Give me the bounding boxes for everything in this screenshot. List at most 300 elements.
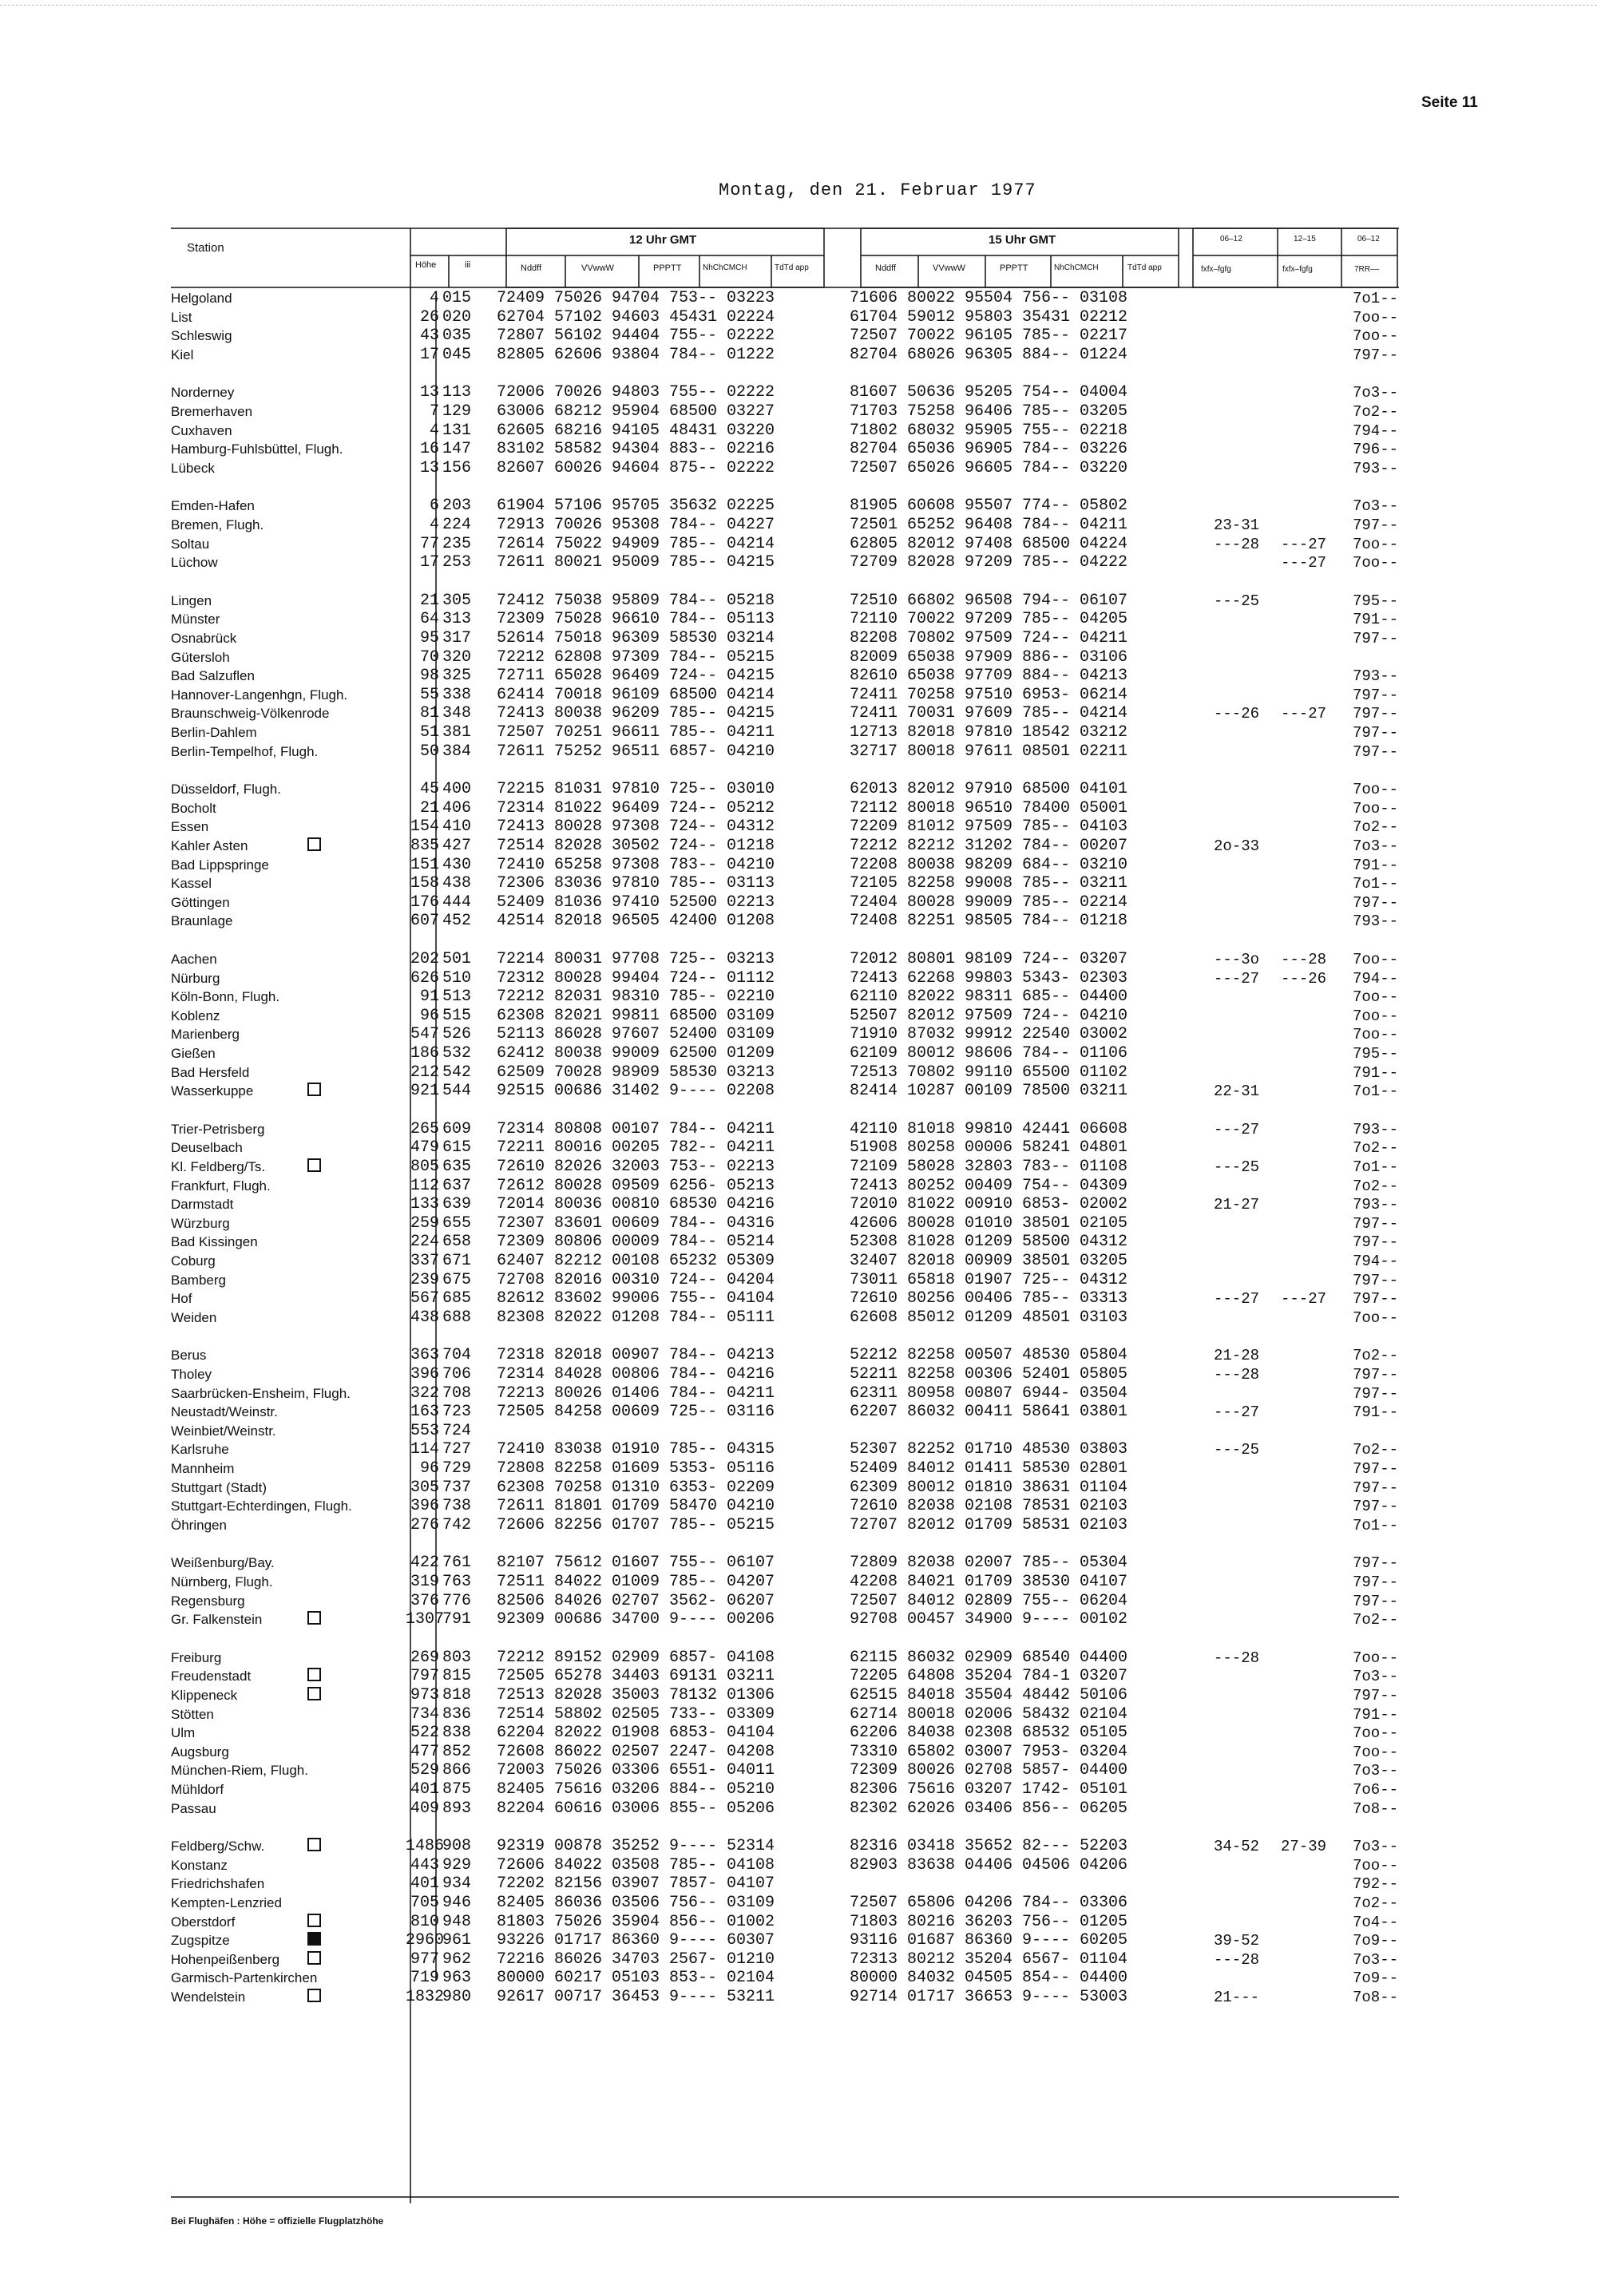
obs-15utc: 72501 65252 96408 784-- 04211 xyxy=(850,516,1128,534)
station-height: 96 xyxy=(419,1459,439,1478)
gust-12-15: ---27 xyxy=(1281,705,1327,723)
station-name: Regensburg xyxy=(171,1593,245,1609)
precip-06-12: 797-- xyxy=(1353,517,1399,534)
station-name: Kempten-Lenzried xyxy=(171,1895,282,1910)
station-id: 542 xyxy=(442,1063,472,1082)
obs-15utc: 72411 70031 97609 785-- 04214 xyxy=(850,704,1128,723)
obs-15utc: 51908 80258 00006 58241 04801 xyxy=(850,1138,1128,1158)
station-id: 639 xyxy=(442,1195,472,1214)
station-name: Freudenstadt xyxy=(171,1669,252,1684)
precip-06-12: 793-- xyxy=(1353,459,1399,477)
precip-06-12: 791-- xyxy=(1353,856,1399,874)
station-id: 381 xyxy=(442,723,472,742)
station-height: 396 xyxy=(410,1497,439,1516)
table-row xyxy=(0,1667,1597,1686)
table-row xyxy=(0,1214,1597,1233)
station-id: 738 xyxy=(442,1497,472,1516)
precip-06-12: 795-- xyxy=(1353,592,1399,610)
obs-15utc: 52409 84012 01411 58530 02801 xyxy=(850,1459,1128,1478)
obs-12utc: 63006 68212 95904 68500 03227 xyxy=(497,402,775,421)
station-height: 376 xyxy=(410,1591,439,1610)
station-name: Klippeneck xyxy=(171,1688,238,1703)
table-row xyxy=(0,1516,1597,1535)
obs-12utc: 62308 82021 99811 68500 03109 xyxy=(497,1006,775,1025)
obs-15utc: 82903 83638 04406 04506 04206 xyxy=(850,1855,1128,1874)
table-row xyxy=(0,912,1597,931)
table-row xyxy=(0,289,1597,308)
obs-15utc: 93116 01687 86360 9---- 60205 xyxy=(850,1931,1128,1950)
table-row xyxy=(0,1459,1597,1479)
page-date: Montag, den 21. Februar 1977 xyxy=(719,180,1036,200)
col15-nhch: NhChCMCH xyxy=(1054,263,1099,272)
obs-12utc: 72606 82256 01707 785-- 05215 xyxy=(497,1515,775,1534)
precip-06-12: 7o3-- xyxy=(1353,1668,1399,1686)
obs-15utc: 72110 70022 97209 785-- 04205 xyxy=(850,610,1128,629)
col15-ppptt: PPPTT xyxy=(1000,263,1028,273)
station-name: Konstanz xyxy=(171,1857,228,1873)
station-id: 113 xyxy=(442,383,472,402)
station-name: Cuxhaven xyxy=(171,422,232,438)
precip-06-12: 7o3-- xyxy=(1353,837,1399,855)
station-height: 16 xyxy=(419,440,439,459)
precip-06-12: 7o1-- xyxy=(1353,290,1399,307)
station-name: Berlin-Dahlem xyxy=(171,725,257,740)
obs-12utc: 72202 82156 03907 7857- 04107 xyxy=(497,1874,775,1894)
station-name: Mühldorf xyxy=(171,1782,224,1797)
station-name: Friedrichshafen xyxy=(171,1876,265,1892)
mountain-station-square-icon xyxy=(307,1158,321,1177)
station-name: Koblenz xyxy=(171,1007,220,1023)
gust-06-12: ---27 xyxy=(1214,1290,1260,1308)
station-name: Aachen xyxy=(171,952,217,967)
precip-06-12: 797-- xyxy=(1353,1687,1399,1704)
obs-12utc: 72307 83601 00609 784-- 04316 xyxy=(497,1213,775,1233)
precip-06-12: 797-- xyxy=(1353,1366,1399,1384)
station-name: Hohenpeißenberg xyxy=(171,1951,280,1967)
station-name: München-Riem, Flugh. xyxy=(171,1763,308,1779)
station-height: 529 xyxy=(410,1761,439,1780)
station-name: Gütersloh xyxy=(171,649,230,665)
precip-06-12: 791-- xyxy=(1353,1705,1399,1724)
obs-15utc: 72707 82012 01709 58531 02103 xyxy=(850,1515,1128,1534)
station-height: 4 xyxy=(429,421,439,440)
obs-12utc: 72606 84022 03508 785-- 04108 xyxy=(497,1855,775,1874)
station-id: 838 xyxy=(442,1724,472,1743)
obs-12utc: 72608 86022 02507 2247- 04208 xyxy=(497,1742,775,1761)
station-name: Neustadt/Weinstr. xyxy=(171,1404,278,1420)
station-id: 929 xyxy=(442,1855,472,1874)
station-id: 452 xyxy=(442,912,472,931)
obs-15utc: 62115 86032 02909 68540 04400 xyxy=(850,1648,1128,1667)
station-height: 26 xyxy=(419,307,439,327)
table-row xyxy=(0,1138,1597,1158)
station-name: Bad Kissingen xyxy=(171,1234,258,1250)
station-height: 409 xyxy=(410,1799,439,1818)
gust-06-12: 21-28 xyxy=(1214,1347,1260,1365)
table-row xyxy=(0,1440,1597,1459)
col15-nddff: Nddff xyxy=(875,263,897,273)
station-id: 658 xyxy=(442,1233,472,1252)
obs-12utc: 61904 57106 95705 35632 02225 xyxy=(497,497,775,516)
station-name: Emden-Hafen xyxy=(171,498,255,514)
table-row xyxy=(0,383,1597,402)
obs-12utc: 72514 58802 02505 733-- 03309 xyxy=(497,1704,775,1724)
station-name: Essen xyxy=(171,819,209,835)
obs-15utc: 62608 85012 01209 48501 03103 xyxy=(850,1308,1128,1327)
obs-12utc: 72413 80028 97308 724-- 04312 xyxy=(497,817,775,837)
table-row xyxy=(0,1044,1597,1063)
precip-06-12: 792-- xyxy=(1353,1875,1399,1894)
table-row xyxy=(0,1874,1597,1894)
obs-15utc: 32717 80018 97611 08501 02211 xyxy=(850,742,1128,761)
filled-square-icon xyxy=(307,1931,321,1950)
station-name: Hof xyxy=(171,1291,192,1307)
station-name: Stötten xyxy=(171,1706,214,1722)
obs-12utc: 72808 82258 01609 5353- 05116 xyxy=(497,1459,775,1478)
table-row xyxy=(0,1082,1597,1101)
table-row xyxy=(0,799,1597,818)
obs-12utc: 72412 75038 95809 784-- 05218 xyxy=(497,591,775,610)
station-id: 609 xyxy=(442,1119,472,1138)
station-name: Saarbrücken-Ensheim, Flugh. xyxy=(171,1385,351,1401)
obs-15utc: 71802 68032 95905 755-- 02218 xyxy=(850,421,1128,440)
table-row xyxy=(0,1799,1597,1819)
station-name: Braunlage xyxy=(171,913,233,929)
station-id: 400 xyxy=(442,780,472,799)
obs-12utc: 52614 75018 96309 58530 03214 xyxy=(497,629,775,647)
table-row xyxy=(0,1610,1597,1629)
station-id: 156 xyxy=(442,458,472,477)
obs-15utc: 72208 80038 98209 684-- 03210 xyxy=(850,855,1128,874)
station-name: Coburg xyxy=(171,1253,216,1269)
table-row xyxy=(0,969,1597,988)
station-height: 276 xyxy=(410,1515,439,1534)
table-row xyxy=(0,1837,1597,1856)
obs-15utc: 80000 84032 04505 854-- 04400 xyxy=(850,1969,1128,1988)
table-row xyxy=(0,1384,1597,1403)
table-row xyxy=(0,1724,1597,1743)
table-row xyxy=(0,422,1597,441)
table-row xyxy=(0,1649,1597,1668)
mountain-station-square-icon xyxy=(307,1950,321,1969)
precip-06-12: 7o2-- xyxy=(1353,1347,1399,1365)
station-height: 973 xyxy=(410,1686,439,1704)
table-row xyxy=(0,1479,1597,1498)
station-id: 729 xyxy=(442,1459,472,1478)
precip-06-12: 797-- xyxy=(1353,686,1399,704)
obs-12utc: 72611 75252 96511 6857- 04210 xyxy=(497,742,775,761)
station-name: Oberstdorf xyxy=(171,1914,236,1930)
iii-header: iii xyxy=(465,260,471,270)
station-id: 836 xyxy=(442,1704,472,1724)
precip-06-12: 793-- xyxy=(1353,667,1399,686)
table-row xyxy=(0,1007,1597,1026)
precip-06-12: 7o8-- xyxy=(1353,1989,1399,2006)
obs-15utc: 42606 80028 01010 38501 02105 xyxy=(850,1213,1128,1233)
table-row xyxy=(0,780,1597,799)
table-row xyxy=(0,648,1597,667)
station-name: Bamberg xyxy=(171,1272,226,1288)
station-height: 6 xyxy=(429,497,439,516)
precip-06-12: 797-- xyxy=(1353,1214,1399,1233)
station-height: 21 xyxy=(419,591,439,610)
footnote: Bei Flughäfen : Höhe = offizielle Flugplatzhöhe xyxy=(171,2215,384,2227)
precip-06-12: 797-- xyxy=(1353,1460,1399,1478)
table-row xyxy=(0,1592,1597,1611)
mountain-station-square-icon xyxy=(307,1686,321,1705)
mountain-station-square-icon xyxy=(307,1610,321,1629)
station-id: 962 xyxy=(442,1950,472,1969)
obs-12utc: 72212 89152 02909 6857- 04108 xyxy=(497,1648,775,1667)
obs-15utc: 52212 82258 00507 48530 05804 xyxy=(850,1346,1128,1365)
col15-tdtd: TdTd app xyxy=(1127,263,1162,272)
obs-12utc: 52409 81036 97410 52500 02213 xyxy=(497,893,775,912)
precip-06-12: 794-- xyxy=(1353,969,1399,988)
precip-06-12: 797-- xyxy=(1353,1592,1399,1610)
table-row xyxy=(0,1554,1597,1573)
station-name: Göttingen xyxy=(171,894,230,910)
mountain-station-square-icon xyxy=(307,1082,321,1101)
precip-06-12: 7oo-- xyxy=(1353,951,1399,968)
obs-12utc: 82405 86036 03506 756-- 03109 xyxy=(497,1894,775,1912)
obs-12utc: 81803 75026 35904 856-- 01002 xyxy=(497,1912,775,1931)
station-id: 203 xyxy=(442,497,472,516)
station-name: Wendelstein xyxy=(171,1989,246,2005)
obs-15utc: 82704 68026 96305 884-- 01224 xyxy=(850,345,1128,364)
precip-06-12: 797-- xyxy=(1353,346,1399,364)
table-row xyxy=(0,1743,1597,1762)
precip-06-12: 791-- xyxy=(1353,1403,1399,1422)
obs-15utc: 71703 75258 96406 785-- 03205 xyxy=(850,402,1128,421)
station-height: 81 xyxy=(419,704,439,723)
mountain-station-square-icon xyxy=(307,1837,321,1856)
station-id: 946 xyxy=(442,1894,472,1912)
table-row xyxy=(0,1365,1597,1384)
table-row xyxy=(0,1780,1597,1799)
table-row xyxy=(0,1705,1597,1724)
station-name: Gr. Falkenstein xyxy=(171,1612,263,1628)
station-name: Kassel xyxy=(171,876,212,892)
precip-06-12: 7oo-- xyxy=(1353,1308,1399,1327)
obs-12utc: 72708 82016 00310 724-- 04204 xyxy=(497,1270,775,1289)
station-height: 239 xyxy=(410,1270,439,1289)
obs-15utc: 72404 80028 99009 785-- 02214 xyxy=(850,893,1128,912)
obs-15utc: 82306 75616 03207 1742- 05101 xyxy=(850,1780,1128,1799)
obs-15utc: 62714 80018 02006 58432 02104 xyxy=(850,1704,1128,1724)
obs-15utc: 82009 65038 97909 886-- 03106 xyxy=(850,647,1128,667)
station-height: 322 xyxy=(410,1384,439,1403)
station-id: 544 xyxy=(442,1082,472,1101)
station-height: 1486 xyxy=(406,1837,445,1856)
station-name: Darmstadt xyxy=(171,1197,234,1213)
mountain-station-square-icon xyxy=(307,837,321,856)
station-name: Öhringen xyxy=(171,1517,227,1533)
table-row xyxy=(0,308,1597,327)
station-id: 706 xyxy=(442,1365,472,1384)
station-height: 77 xyxy=(419,534,439,553)
precip-06-12: 797-- xyxy=(1353,742,1399,761)
precip-06-12: 7o2-- xyxy=(1353,1139,1399,1158)
obs-12utc: 72003 75026 03306 6551- 04011 xyxy=(497,1761,775,1780)
obs-12utc: 92309 00686 34700 9---- 00206 xyxy=(497,1610,775,1629)
gust-06-12: ---26 xyxy=(1214,705,1260,723)
obs-12utc: 80000 60217 05103 853-- 02104 xyxy=(497,1969,775,1988)
station-name: Ulm xyxy=(171,1725,196,1741)
obs-15utc: 72212 82212 31202 784-- 00207 xyxy=(850,837,1128,855)
station-height: 337 xyxy=(410,1252,439,1270)
obs-15utc: 61704 59012 95803 35431 02212 xyxy=(850,307,1128,327)
station-height: 112 xyxy=(410,1176,439,1195)
station-name: Deuselbach xyxy=(171,1140,243,1156)
precip-06-12: 797-- xyxy=(1353,1290,1399,1308)
precip-06-12: 797-- xyxy=(1353,893,1399,912)
obs-15utc: 52308 81028 01209 58500 04312 xyxy=(850,1233,1128,1252)
station-height: 977 xyxy=(410,1950,439,1969)
table-row xyxy=(0,629,1597,648)
obs-12utc: 72014 80036 00810 68530 04216 xyxy=(497,1195,775,1214)
obs-15utc: 72507 65026 96605 784-- 03220 xyxy=(850,458,1128,477)
station-id: 513 xyxy=(442,988,472,1007)
station-id: 510 xyxy=(442,968,472,988)
table-row xyxy=(0,1422,1597,1441)
table-row xyxy=(0,1856,1597,1875)
obs-15utc: 72411 70258 97510 6953- 06214 xyxy=(850,685,1128,704)
mountain-station-square-icon xyxy=(307,1667,321,1686)
gust-06-12: ---3o xyxy=(1214,951,1260,968)
station-height: 1307 xyxy=(406,1610,445,1629)
station-height: 401 xyxy=(410,1874,439,1894)
table-row xyxy=(0,1271,1597,1290)
obs-12utc: 72711 65028 96409 724-- 04215 xyxy=(497,667,775,686)
obs-15utc: 62309 80012 01810 38631 01104 xyxy=(850,1478,1128,1497)
gust-06-12: ---27 xyxy=(1214,1120,1260,1138)
table-row xyxy=(0,1346,1597,1365)
obs-12utc: 72410 83038 01910 785-- 04315 xyxy=(497,1440,775,1459)
gust-12-15: ---27 xyxy=(1281,535,1327,553)
station-height: 319 xyxy=(410,1573,439,1591)
precip-06-12: 797-- xyxy=(1353,705,1399,723)
station-name: Schleswig xyxy=(171,328,232,344)
table-row xyxy=(0,610,1597,629)
station-name: Freiburg xyxy=(171,1649,222,1665)
station-height: 51 xyxy=(419,723,439,742)
obs-12utc: 82204 60616 03006 855-- 05206 xyxy=(497,1799,775,1818)
table-row xyxy=(0,1233,1597,1252)
station-id: 045 xyxy=(442,345,472,364)
precip-06-12: 797-- xyxy=(1353,1498,1399,1516)
obs-12utc: 62308 70258 01310 6353- 02209 xyxy=(497,1478,775,1497)
station-name: Karlsruhe xyxy=(171,1442,229,1458)
station-height: 64 xyxy=(419,610,439,629)
obs-12utc: 72006 70026 94803 755-- 02222 xyxy=(497,383,775,402)
table-row xyxy=(0,1120,1597,1139)
obs-15utc: 72408 82251 98505 784-- 01218 xyxy=(850,912,1128,931)
table-row xyxy=(0,950,1597,969)
obs-15utc: 72610 80256 00406 785-- 03313 xyxy=(850,1289,1128,1308)
obs-15utc: 72109 58028 32803 783-- 01108 xyxy=(850,1158,1128,1176)
gust-06-12: ---28 xyxy=(1214,1950,1260,1969)
extra-0612-b: 06–12 xyxy=(1357,235,1380,243)
station-height: 91 xyxy=(419,988,439,1007)
precip-06-12: 7oo-- xyxy=(1353,1743,1399,1761)
station-name: Zugspitze xyxy=(171,1933,230,1949)
station-name: Nürburg xyxy=(171,970,220,986)
station-id: 313 xyxy=(442,610,472,629)
station-id: 129 xyxy=(442,402,472,421)
precip-06-12: 7oo-- xyxy=(1353,1026,1399,1044)
obs-12utc: 72807 56102 94404 755-- 02222 xyxy=(497,327,775,346)
gust-06-12: ---28 xyxy=(1214,1366,1260,1384)
station-id: 384 xyxy=(442,742,472,761)
precip-06-12: 7o3-- xyxy=(1353,1838,1399,1856)
obs-15utc: 52307 82252 01710 48530 03803 xyxy=(850,1440,1128,1459)
obs-12utc: 72410 65258 97308 783-- 04210 xyxy=(497,855,775,874)
obs-15utc: 72105 82258 99008 785-- 03211 xyxy=(850,874,1128,893)
precip-06-12: 7oo-- xyxy=(1353,1724,1399,1743)
precip-06-12: 7oo-- xyxy=(1353,1856,1399,1874)
table-row xyxy=(0,874,1597,893)
obs-15utc: 62110 82022 98311 685-- 04400 xyxy=(850,988,1128,1007)
station-id: 815 xyxy=(442,1667,472,1686)
station-name: Weißenburg/Bay. xyxy=(171,1555,275,1571)
station-height: 810 xyxy=(410,1912,439,1931)
station-height: 158 xyxy=(410,874,439,893)
obs-12utc: 72511 84022 01009 785-- 04207 xyxy=(497,1573,775,1591)
station-name: Osnabrück xyxy=(171,631,237,646)
obs-15utc: 82316 03418 35652 82--- 52203 xyxy=(850,1837,1128,1856)
station-name: Bad Salzuflen xyxy=(171,668,255,684)
station-name: Frankfurt, Flugh. xyxy=(171,1178,271,1194)
station-id: 852 xyxy=(442,1742,472,1761)
station-id: 791 xyxy=(442,1610,472,1629)
station-height: 553 xyxy=(410,1421,439,1440)
table-row xyxy=(0,1025,1597,1044)
obs-12utc: 72212 82031 98310 785-- 02210 xyxy=(497,988,775,1007)
extra-1215: 12–15 xyxy=(1294,235,1316,243)
station-height: 224 xyxy=(410,1233,439,1252)
precip-06-12: 797-- xyxy=(1353,630,1399,647)
obs-12utc: 93226 01717 86360 9---- 60307 xyxy=(497,1931,775,1950)
obs-15utc: 72205 64808 35204 784-1 03207 xyxy=(850,1667,1128,1686)
obs-15utc: 62311 80958 00807 6944- 03504 xyxy=(850,1384,1128,1403)
obs-15utc: 82302 62026 03406 856-- 06205 xyxy=(850,1799,1128,1818)
table-row xyxy=(0,535,1597,554)
station-height: 4 xyxy=(429,289,439,307)
gust-06-12: ---25 xyxy=(1214,1158,1260,1176)
station-height: 305 xyxy=(410,1478,439,1497)
obs-15utc: 82704 65036 96905 784-- 03226 xyxy=(850,440,1128,459)
station-name: Lingen xyxy=(171,592,212,608)
table-row xyxy=(0,440,1597,459)
station-id: 406 xyxy=(442,798,472,817)
station-height: 21 xyxy=(419,798,439,817)
obs-12utc: 62509 70028 98909 58530 03213 xyxy=(497,1063,775,1082)
precip-06-12: 797-- xyxy=(1353,1271,1399,1289)
obs-15utc: 81905 60608 95507 774-- 05802 xyxy=(850,497,1128,516)
obs-12utc: 72513 82028 35003 78132 01306 xyxy=(497,1686,775,1704)
station-name: Kl. Feldberg/Ts. xyxy=(171,1159,266,1174)
precip-06-12: 7o6-- xyxy=(1353,1781,1399,1799)
precip-06-12: 7oo-- xyxy=(1353,1649,1399,1667)
precip-06-12: 794-- xyxy=(1353,1253,1399,1270)
table-row xyxy=(0,742,1597,762)
precip-06-12: 7oo-- xyxy=(1353,308,1399,327)
precip-06-12: 7oo-- xyxy=(1353,327,1399,346)
station-height: 176 xyxy=(410,893,439,912)
obs-12utc: 72514 82028 30502 724-- 01218 xyxy=(497,837,775,855)
station-id: 515 xyxy=(442,1006,472,1025)
station-name: Berlin-Tempelhof, Flugh. xyxy=(171,743,319,759)
